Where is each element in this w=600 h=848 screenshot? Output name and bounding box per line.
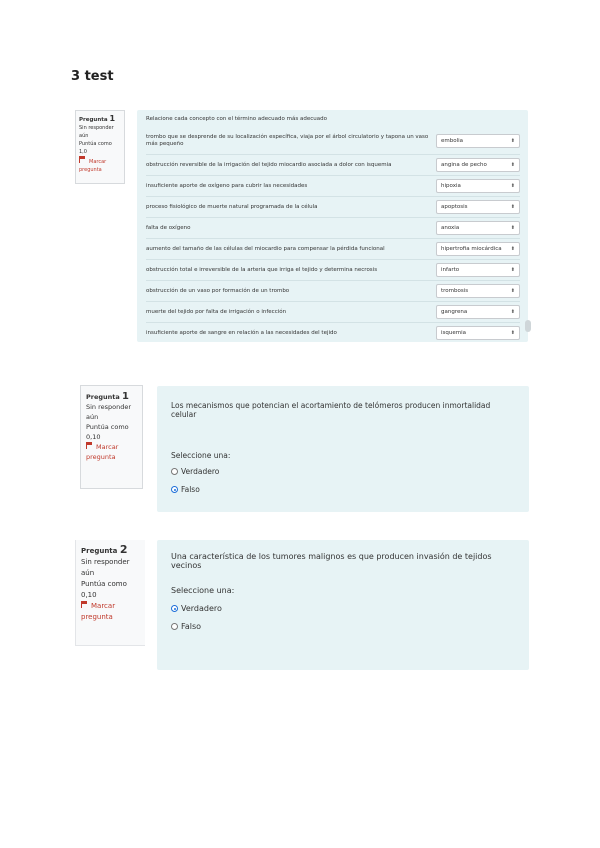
question-content xyxy=(157,540,529,670)
flag-icon xyxy=(81,601,88,608)
question-number xyxy=(79,115,121,124)
match-select-value: hipertrofia miocárdica xyxy=(441,246,502,252)
answer-option-true[interactable] xyxy=(171,604,515,613)
match-row xyxy=(146,301,520,322)
flag-icon xyxy=(86,442,93,449)
chevron-updown-icon: ⬍ xyxy=(510,288,515,294)
question-label: Pregunta xyxy=(81,547,118,555)
flag-label: Marcar pregunta xyxy=(79,159,107,173)
question-number xyxy=(81,544,140,557)
flag-question-link[interactable] xyxy=(86,442,137,462)
answer-option-false[interactable] xyxy=(171,622,515,631)
question-info xyxy=(75,110,125,184)
answer-option-true[interactable] xyxy=(171,467,515,476)
match-row xyxy=(146,196,520,217)
match-row xyxy=(146,259,520,280)
match-concept: obstrucción reversible de la irrigación del tejido miocardio asociada a dolor con isquemia xyxy=(146,161,392,168)
match-select-value: anoxia xyxy=(441,225,460,231)
match-select[interactable] xyxy=(436,284,520,298)
question-num: 2 xyxy=(119,543,128,556)
match-select-value: angina de pecho xyxy=(441,162,487,168)
match-select[interactable] xyxy=(436,158,520,172)
question-label: Pregunta xyxy=(86,393,120,401)
match-row xyxy=(146,280,520,301)
match-select[interactable] xyxy=(436,305,520,319)
option-label: Falso xyxy=(181,622,202,631)
flag-label: Marcar pregunta xyxy=(86,443,119,461)
match-row xyxy=(146,217,520,238)
chevron-updown-icon: ⬍ xyxy=(510,183,515,189)
question-label: Pregunta xyxy=(79,117,108,123)
match-concept: muerte del tejido por falta de irrigación o infección xyxy=(146,308,287,315)
match-select[interactable] xyxy=(436,221,520,235)
match-concept: aumento del tamaño de las células del miocardio para compensar la pérdida funcional xyxy=(146,245,385,252)
match-row xyxy=(146,238,520,259)
match-select-value: embolia xyxy=(441,138,464,144)
chevron-updown-icon: ⬍ xyxy=(510,267,515,273)
question-info xyxy=(80,385,143,489)
page-title: 3 test xyxy=(71,69,114,84)
match-row xyxy=(146,154,520,175)
option-label: Falso xyxy=(181,485,200,494)
radio-true[interactable] xyxy=(171,605,178,612)
answer-option-false[interactable] xyxy=(171,485,515,494)
radio-true[interactable] xyxy=(171,468,178,475)
match-rows xyxy=(146,128,520,343)
answer-prompt: Seleccione una: xyxy=(171,586,235,595)
option-label: Verdadero xyxy=(181,467,220,476)
radio-false[interactable] xyxy=(171,623,178,630)
match-select[interactable] xyxy=(436,326,520,340)
match-select[interactable] xyxy=(436,242,520,256)
match-concept: insuficiente aporte de sangre en relación a las necesidades del tejido xyxy=(146,329,337,336)
scroll-handle[interactable] xyxy=(525,320,531,332)
question-instruction: Relacione cada concepto con el término adecuado más adecuado xyxy=(146,116,327,122)
question-status: Sin responder aún xyxy=(79,125,114,139)
chevron-updown-icon: ⬍ xyxy=(510,246,515,252)
match-row xyxy=(146,128,520,154)
question-marks: Puntúa como 0,10 xyxy=(81,580,127,599)
match-select-value: hipoxia xyxy=(441,183,461,189)
question-text: Los mecanismos que potencian el acortamiento de telómeros producen inmortalidad celular xyxy=(171,401,491,419)
question-num: 1 xyxy=(122,391,130,402)
question-marks: Puntúa como 1,0 xyxy=(79,141,112,155)
match-row xyxy=(146,175,520,196)
question-content xyxy=(137,110,528,342)
match-concept: insuficiente aporte de oxígeno para cubrir las necesidades xyxy=(146,182,308,189)
answer-prompt: Seleccione una: xyxy=(171,451,231,460)
match-concept: falta de oxígeno xyxy=(146,224,191,231)
chevron-updown-icon: ⬍ xyxy=(510,309,515,315)
match-select[interactable] xyxy=(436,134,520,148)
match-select-value: infarto xyxy=(441,267,460,273)
question-content xyxy=(157,386,529,512)
flag-question-link[interactable] xyxy=(81,601,140,623)
match-concept: obstrucción total e irreversible de la arteria que irriga el tejido y determina necrosis xyxy=(146,266,378,273)
match-select[interactable] xyxy=(436,263,520,277)
flag-question-link[interactable] xyxy=(79,156,121,174)
match-concept: obstrucción de un vaso por formación de un trombo xyxy=(146,287,290,294)
question-text: Una característica de los tumores malignos es que producen invasión de tejidos vecinos xyxy=(171,552,492,570)
chevron-updown-icon: ⬍ xyxy=(510,162,515,168)
chevron-updown-icon: ⬍ xyxy=(510,225,515,231)
match-concept: proceso fisiológico de muerte natural programada de la célula xyxy=(146,203,318,210)
radio-false[interactable] xyxy=(171,486,178,493)
match-select-value: trombosis xyxy=(441,288,469,294)
match-select[interactable] xyxy=(436,179,520,193)
question-info xyxy=(75,540,145,646)
chevron-updown-icon: ⬍ xyxy=(510,204,515,210)
chevron-updown-icon: ⬍ xyxy=(510,138,515,144)
question-status: Sin responder aún xyxy=(86,403,132,421)
question-number xyxy=(86,392,137,402)
question-marks: Puntúa como 0,10 xyxy=(86,423,129,441)
option-label: Verdadero xyxy=(181,604,222,613)
flag-label: Marcar pregunta xyxy=(81,602,116,621)
chevron-updown-icon: ⬍ xyxy=(510,330,515,336)
flag-icon xyxy=(79,156,86,163)
match-select-value: isquemia xyxy=(441,330,467,336)
match-select-value: gangrena xyxy=(441,309,468,315)
match-row xyxy=(146,322,520,343)
question-num: 1 xyxy=(109,114,116,123)
match-concept: trombo que se desprende de su localización específica, viaja por el árbol circulatorio y tapona un vaso más pequeño xyxy=(146,134,429,147)
question-status: Sin responder aún xyxy=(81,558,130,577)
match-select-value: apoptosis xyxy=(441,204,468,210)
match-select[interactable] xyxy=(436,200,520,214)
